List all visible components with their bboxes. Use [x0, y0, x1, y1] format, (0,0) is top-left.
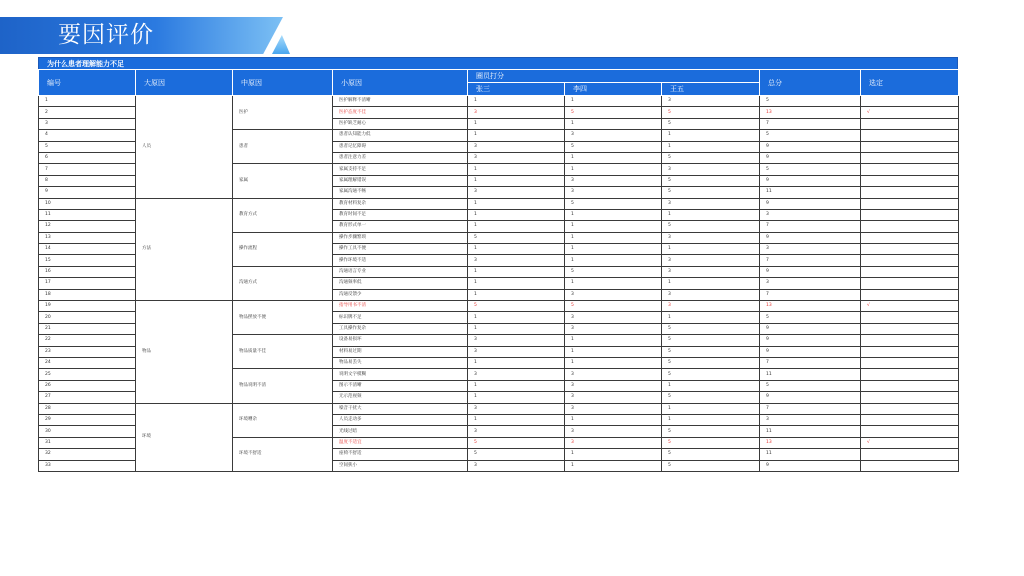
cell-score-3: 1 [662, 414, 760, 425]
cell-score-3: 5 [662, 323, 760, 334]
cell-score-2: 1 [565, 449, 662, 460]
cell-major-cause: 环境 [136, 403, 233, 471]
cell-score-1: 3 [468, 460, 565, 471]
cell-no: 9 [39, 187, 136, 198]
cell-score-3: 5 [662, 460, 760, 471]
cell-no: 22 [39, 335, 136, 346]
cell-total: 9 [760, 392, 861, 403]
cell-major-cause: 人员 [136, 96, 233, 199]
cell-minor-cause: 工具操作复杂 [333, 323, 468, 334]
cell-score-2: 5 [565, 266, 662, 277]
cell-score-2: 3 [565, 369, 662, 380]
cell-score-2: 3 [565, 403, 662, 414]
cell-total: 13 [760, 437, 861, 448]
cell-selected [861, 357, 959, 368]
cell-score-1: 3 [468, 152, 565, 163]
cell-minor-cause: 教育形式单一 [333, 221, 468, 232]
cell-score-1: 5 [468, 301, 565, 312]
cell-selected [861, 175, 959, 186]
cell-score-2: 3 [565, 175, 662, 186]
cell-no: 12 [39, 221, 136, 232]
cell-selected [861, 198, 959, 209]
cell-score-3: 3 [662, 266, 760, 277]
cell-selected [861, 96, 959, 107]
cell-score-3: 5 [662, 426, 760, 437]
cell-selected [861, 289, 959, 300]
cell-selected [861, 414, 959, 425]
cell-score-3: 1 [662, 209, 760, 220]
cell-score-1: 1 [468, 357, 565, 368]
cell-score-3: 5 [662, 392, 760, 403]
cell-total: 9 [760, 232, 861, 243]
cell-minor-cause: 家属理解错误 [333, 175, 468, 186]
cell-score-1: 1 [468, 392, 565, 403]
cell-score-3: 5 [662, 346, 760, 357]
cell-score-1: 1 [468, 221, 565, 232]
cell-medium-cause: 操作流程 [233, 232, 333, 266]
cell-score-2: 3 [565, 380, 662, 391]
cell-score-1: 3 [468, 335, 565, 346]
cell-total: 3 [760, 244, 861, 255]
cell-score-1: 1 [468, 414, 565, 425]
cell-no: 1 [39, 96, 136, 107]
cell-score-1: 1 [468, 96, 565, 107]
header-member-scores: 圈员打分 [468, 70, 760, 83]
cell-score-1: 1 [468, 266, 565, 277]
cell-score-3: 5 [662, 437, 760, 448]
cell-total: 7 [760, 357, 861, 368]
cell-score-2: 5 [565, 301, 662, 312]
cell-no: 2 [39, 107, 136, 118]
cell-total: 9 [760, 346, 861, 357]
cell-total: 9 [760, 175, 861, 186]
cell-score-2: 5 [565, 107, 662, 118]
table-title: 为什么患者理解能力不足 [38, 57, 958, 69]
cell-score-2: 1 [565, 96, 662, 107]
cell-total: 5 [760, 130, 861, 141]
table-body [39, 96, 959, 472]
cell-minor-cause: 座椅不舒适 [333, 449, 468, 460]
cell-score-3: 3 [662, 301, 760, 312]
cell-no: 7 [39, 164, 136, 175]
cell-score-3: 3 [662, 232, 760, 243]
cell-total: 3 [760, 414, 861, 425]
cell-score-2: 1 [565, 152, 662, 163]
decorative-triangle [272, 35, 290, 54]
cell-no: 17 [39, 278, 136, 289]
cell-total: 9 [760, 152, 861, 163]
cell-medium-cause: 环境不舒适 [233, 437, 333, 471]
cell-score-2: 3 [565, 323, 662, 334]
cell-score-2: 3 [565, 437, 662, 448]
cell-selected [861, 312, 959, 323]
cell-score-1: 1 [468, 380, 565, 391]
cell-selected [861, 232, 959, 243]
cell-score-1: 1 [468, 278, 565, 289]
header-major-cause: 大原因 [136, 70, 233, 96]
cell-score-3: 3 [662, 96, 760, 107]
cell-selected [861, 426, 959, 437]
header-medium-cause: 中原因 [233, 70, 333, 96]
cell-minor-cause: 沟通频率低 [333, 278, 468, 289]
cell-selected [861, 392, 959, 403]
header-selected: 选定 [861, 70, 959, 96]
cell-total: 11 [760, 369, 861, 380]
cell-score-2: 5 [565, 198, 662, 209]
cell-no: 16 [39, 266, 136, 277]
cell-medium-cause: 沟通方式 [233, 266, 333, 300]
cell-score-3: 5 [662, 118, 760, 129]
cell-no: 5 [39, 141, 136, 152]
header-total: 总分 [760, 70, 861, 96]
cell-total: 7 [760, 403, 861, 414]
cell-score-3: 5 [662, 221, 760, 232]
cell-score-1: 1 [468, 312, 565, 323]
cell-score-3: 1 [662, 380, 760, 391]
cell-score-3: 5 [662, 449, 760, 460]
cell-no: 25 [39, 369, 136, 380]
cell-score-1: 1 [468, 244, 565, 255]
cell-selected [861, 244, 959, 255]
cell-selected [861, 255, 959, 266]
cell-minor-cause: 医护态度不佳 [333, 107, 468, 118]
cell-total: 3 [760, 209, 861, 220]
cell-selected: √ [861, 107, 959, 118]
cell-minor-cause: 材料易过期 [333, 346, 468, 357]
cell-selected [861, 187, 959, 198]
cell-score-3: 5 [662, 107, 760, 118]
cell-total: 11 [760, 449, 861, 460]
cell-score-1: 3 [468, 187, 565, 198]
cell-score-3: 1 [662, 141, 760, 152]
cell-selected [861, 152, 959, 163]
cell-minor-cause: 家属支持不足 [333, 164, 468, 175]
cell-total: 9 [760, 335, 861, 346]
cell-score-3: 1 [662, 130, 760, 141]
cell-selected: √ [861, 437, 959, 448]
cell-minor-cause: 噪音干扰大 [333, 403, 468, 414]
cell-score-1: 3 [468, 255, 565, 266]
cell-total: 11 [760, 426, 861, 437]
cell-minor-cause: 光线过暗 [333, 426, 468, 437]
cell-total: 5 [760, 96, 861, 107]
header-minor-cause: 小原因 [333, 70, 468, 96]
cell-medium-cause: 家属 [233, 164, 333, 198]
cell-score-3: 1 [662, 403, 760, 414]
cell-no: 18 [39, 289, 136, 300]
cell-score-1: 1 [468, 209, 565, 220]
cell-minor-cause: 教育材料复杂 [333, 198, 468, 209]
cell-minor-cause: 医护缺乏耐心 [333, 118, 468, 129]
cell-score-2: 1 [565, 209, 662, 220]
cell-selected [861, 449, 959, 460]
cell-score-3: 1 [662, 244, 760, 255]
cell-selected [861, 335, 959, 346]
cell-minor-cause: 教育时间不足 [333, 209, 468, 220]
cell-no: 31 [39, 437, 136, 448]
cell-score-2: 3 [565, 312, 662, 323]
table-row [39, 96, 959, 107]
cell-minor-cause: 患者记忆障碍 [333, 141, 468, 152]
cell-score-1: 3 [468, 141, 565, 152]
cell-selected [861, 266, 959, 277]
cell-score-3: 5 [662, 152, 760, 163]
cell-selected [861, 323, 959, 334]
cell-score-2: 1 [565, 278, 662, 289]
cell-minor-cause: 人员走动多 [333, 414, 468, 425]
cell-no: 23 [39, 346, 136, 357]
cell-score-3: 3 [662, 289, 760, 300]
cell-no: 32 [39, 449, 136, 460]
cell-selected [861, 141, 959, 152]
evaluation-table-container [38, 57, 958, 472]
cell-score-2: 1 [565, 232, 662, 243]
cell-total: 5 [760, 312, 861, 323]
header-no: 编号 [39, 70, 136, 96]
cell-no: 30 [39, 426, 136, 437]
cell-no: 3 [39, 118, 136, 129]
cell-minor-cause: 无示范视频 [333, 392, 468, 403]
cell-total: 3 [760, 278, 861, 289]
cell-medium-cause: 教育方式 [233, 198, 333, 232]
cell-minor-cause: 图示不清晰 [333, 380, 468, 391]
cell-total: 9 [760, 460, 861, 471]
cell-minor-cause: 操作步骤繁琐 [333, 232, 468, 243]
cell-total: 7 [760, 255, 861, 266]
cell-score-2: 1 [565, 414, 662, 425]
cell-total: 9 [760, 266, 861, 277]
cell-score-2: 1 [565, 335, 662, 346]
cell-no: 4 [39, 130, 136, 141]
cell-selected [861, 164, 959, 175]
cell-score-1: 1 [468, 289, 565, 300]
cell-score-1: 5 [468, 437, 565, 448]
cell-no: 28 [39, 403, 136, 414]
cell-minor-cause: 标识牌不足 [333, 312, 468, 323]
cell-score-1: 3 [468, 369, 565, 380]
cell-score-3: 3 [662, 255, 760, 266]
cell-score-1: 1 [468, 118, 565, 129]
cell-selected [861, 460, 959, 471]
cell-selected [861, 369, 959, 380]
cell-score-1: 5 [468, 449, 565, 460]
cell-minor-cause: 操作工具不便 [333, 244, 468, 255]
cell-selected [861, 380, 959, 391]
cell-minor-cause: 温度不适宜 [333, 437, 468, 448]
cell-score-1: 3 [468, 426, 565, 437]
cell-score-2: 1 [565, 244, 662, 255]
cell-major-cause: 物品 [136, 301, 233, 404]
factor-evaluation-table [38, 69, 959, 472]
cell-score-2: 1 [565, 460, 662, 471]
table-row [39, 198, 959, 209]
cell-score-2: 1 [565, 164, 662, 175]
cell-medium-cause: 患者 [233, 130, 333, 164]
page-title: 要因评价 [58, 22, 154, 48]
cell-medium-cause: 环境嘈杂 [233, 403, 333, 437]
cell-selected: √ [861, 301, 959, 312]
cell-score-2: 1 [565, 118, 662, 129]
cell-score-3: 5 [662, 175, 760, 186]
cell-medium-cause: 医护 [233, 96, 333, 130]
cell-score-1: 3 [468, 107, 565, 118]
cell-score-1: 3 [468, 403, 565, 414]
cell-score-2: 3 [565, 392, 662, 403]
cell-no: 24 [39, 357, 136, 368]
cell-no: 10 [39, 198, 136, 209]
cell-score-1: 1 [468, 198, 565, 209]
cell-minor-cause: 空间狭小 [333, 460, 468, 471]
cell-no: 19 [39, 301, 136, 312]
cell-total: 7 [760, 118, 861, 129]
cell-score-3: 3 [662, 198, 760, 209]
cell-selected [861, 403, 959, 414]
cell-no: 27 [39, 392, 136, 403]
cell-score-2: 3 [565, 426, 662, 437]
cell-medium-cause: 物品说明不清 [233, 369, 333, 403]
cell-no: 8 [39, 175, 136, 186]
cell-score-3: 5 [662, 357, 760, 368]
cell-minor-cause: 操作环境不适 [333, 255, 468, 266]
cell-score-2: 3 [565, 289, 662, 300]
cell-score-1: 5 [468, 232, 565, 243]
cell-minor-cause: 家属沟通不畅 [333, 187, 468, 198]
cell-no: 13 [39, 232, 136, 243]
cell-no: 15 [39, 255, 136, 266]
cell-total: 7 [760, 221, 861, 232]
cell-selected [861, 346, 959, 357]
cell-total: 9 [760, 323, 861, 334]
cell-no: 33 [39, 460, 136, 471]
cell-score-1: 3 [468, 346, 565, 357]
cell-no: 11 [39, 209, 136, 220]
cell-score-1: 1 [468, 175, 565, 186]
cell-total: 9 [760, 141, 861, 152]
cell-score-3: 1 [662, 278, 760, 289]
cell-score-2: 3 [565, 187, 662, 198]
cell-selected [861, 209, 959, 220]
cell-score-1: 1 [468, 130, 565, 141]
cell-score-3: 5 [662, 369, 760, 380]
cell-selected [861, 118, 959, 129]
cell-no: 21 [39, 323, 136, 334]
cell-minor-cause: 设备易损坏 [333, 335, 468, 346]
cell-minor-cause: 沟通反馈少 [333, 289, 468, 300]
cell-total: 13 [760, 301, 861, 312]
cell-minor-cause: 物品易丢失 [333, 357, 468, 368]
cell-total: 11 [760, 187, 861, 198]
cell-minor-cause: 指导用书不清 [333, 301, 468, 312]
cell-score-3: 5 [662, 335, 760, 346]
header-member-3: 王五 [662, 83, 760, 96]
cell-no: 6 [39, 152, 136, 163]
cell-score-2: 1 [565, 357, 662, 368]
cell-no: 20 [39, 312, 136, 323]
cell-selected [861, 278, 959, 289]
cell-minor-cause: 沟通语言专业 [333, 266, 468, 277]
cell-minor-cause: 患者认知能力低 [333, 130, 468, 141]
cell-score-3: 5 [662, 187, 760, 198]
cell-minor-cause: 医护解释不清晰 [333, 96, 468, 107]
cell-score-3: 1 [662, 312, 760, 323]
cell-score-2: 1 [565, 346, 662, 357]
cell-total: 13 [760, 107, 861, 118]
cell-total: 7 [760, 289, 861, 300]
cell-score-1: 1 [468, 323, 565, 334]
cell-score-1: 1 [468, 164, 565, 175]
cell-no: 14 [39, 244, 136, 255]
cell-score-3: 3 [662, 164, 760, 175]
cell-major-cause: 方法 [136, 198, 233, 301]
table-row [39, 301, 959, 312]
header-member-1: 张三 [468, 83, 565, 96]
cell-total: 9 [760, 198, 861, 209]
cell-medium-cause: 物品摆放不便 [233, 301, 333, 335]
cell-total: 5 [760, 380, 861, 391]
cell-total: 5 [760, 164, 861, 175]
cell-selected [861, 130, 959, 141]
cell-selected [861, 221, 959, 232]
cell-score-2: 1 [565, 255, 662, 266]
cell-score-2: 5 [565, 141, 662, 152]
cell-score-2: 1 [565, 221, 662, 232]
cell-minor-cause: 说明文字模糊 [333, 369, 468, 380]
table-row [39, 403, 959, 414]
cell-no: 29 [39, 414, 136, 425]
cell-minor-cause: 患者注意力差 [333, 152, 468, 163]
cell-medium-cause: 物品质量不佳 [233, 335, 333, 369]
header-member-2: 李四 [565, 83, 662, 96]
cell-score-2: 3 [565, 130, 662, 141]
cell-no: 26 [39, 380, 136, 391]
